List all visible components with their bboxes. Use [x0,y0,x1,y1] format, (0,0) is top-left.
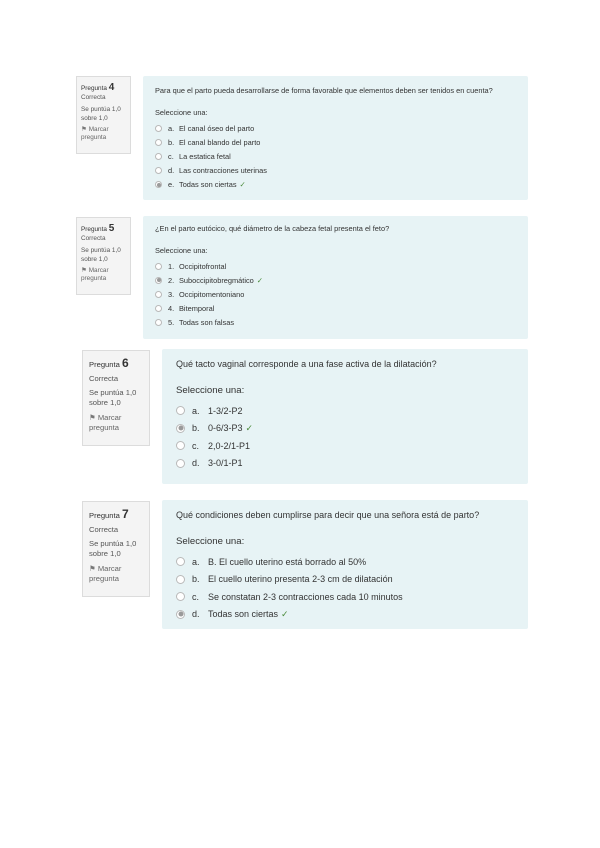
answer-radio[interactable] [155,153,162,160]
question-content [162,500,528,629]
answer-radio[interactable] [176,441,185,450]
answer-letter: a. [192,405,200,416]
answer-text: 0-6/3-P3 [208,423,243,434]
answer-radio[interactable] [155,181,162,188]
answer-radio[interactable] [176,575,185,584]
answer-radio[interactable] [155,125,162,132]
answer-radio[interactable] [155,263,162,270]
flag-icon: ⚑ [81,266,87,274]
question-info [82,501,150,597]
question-grade: Se puntúa 1,0 sobre 1,0 [89,388,137,408]
question-title [89,356,129,370]
flag-question-link[interactable] [89,564,143,584]
question-title [81,223,115,234]
answer-list [155,259,516,330]
answer-prompt: Seleccione una: [155,246,208,255]
answer-option[interactable] [176,588,514,606]
question-label: Pregunta [81,226,107,233]
check-icon: ✓ [239,180,246,190]
question-grade: Se puntúa 1,0 sobre 1,0 [89,539,137,559]
answer-radio[interactable] [155,291,162,298]
question-title [81,82,115,93]
answer-list [176,402,514,472]
flag-question-link[interactable] [81,126,126,143]
flag-icon: ⚑ [81,125,87,133]
question-label: Pregunta [89,511,120,520]
answer-option[interactable] [155,287,516,301]
answer-prompt: Seleccione una: [176,385,245,396]
question-text: Qué condiciones deben cumplirse para decir que una señora está de parto? [176,510,480,520]
question-grade: Se puntúa 1,0 sobre 1,0 [81,247,121,263]
answer-radio[interactable] [155,305,162,312]
question-state: Correcta [81,94,106,101]
answer-option[interactable] [176,437,514,455]
answer-text: El cuello uterino presenta 2-3 cm de dilatación [208,574,393,585]
answer-option[interactable] [155,259,516,273]
answer-text: 2,0-2/1-P1 [208,440,251,451]
answer-letter: a. [168,123,175,133]
question-text: ¿En el parto eutócico, qué diámetro de la cabeza fetal presenta el feto? [155,224,390,233]
answer-text: Se constatan 2-3 contracciones cada 10 minutos [208,591,403,602]
answer-radio[interactable] [176,610,185,619]
check-icon: ✓ [281,608,289,619]
answer-option[interactable] [176,571,514,589]
answer-option[interactable] [155,178,516,192]
answer-letter: b. [192,423,200,434]
answer-option[interactable] [176,553,514,571]
answer-text: Todas son ciertas [208,609,279,620]
answer-letter: 2. [168,275,175,285]
flag-icon: ⚑ [89,413,96,423]
question-state: Correcta [81,235,106,242]
answer-letter: 5. [168,318,175,328]
answer-text: El canal óseo del parto [179,123,255,133]
answer-radio[interactable] [155,167,162,174]
flag-question-link[interactable] [89,413,143,433]
flag-label: Marcar pregunta [81,125,109,142]
answer-text: Las contracciones uterinas [179,166,267,176]
question-number: 5 [108,223,115,234]
answer-text: Todas son falsas [179,318,235,328]
question-label: Pregunta [81,85,107,92]
question-number: 6 [121,356,129,370]
answer-option[interactable] [155,302,516,316]
answer-radio[interactable] [155,139,162,146]
answer-prompt: Seleccione una: [155,108,208,117]
answer-text: La estatica fetal [179,151,231,161]
question-text: Qué tacto vaginal corresponde a una fase activa de la dilatación? [176,359,437,369]
flag-label: Marcar pregunta [81,266,109,283]
flag-question-link[interactable] [81,267,126,284]
answer-radio[interactable] [155,277,162,284]
answer-option[interactable] [155,135,516,149]
question-content [162,349,528,484]
answer-letter: 1. [168,261,175,271]
question-state: Correcta [89,524,119,534]
answer-radio[interactable] [176,424,185,433]
answer-radio[interactable] [176,406,185,415]
answer-letter: d. [192,458,200,469]
answer-letter: c. [192,440,200,451]
answer-letter: e. [168,180,175,190]
answer-list [155,121,516,192]
answer-radio[interactable] [176,459,185,468]
answer-letter: b. [192,574,200,585]
answer-option[interactable] [155,164,516,178]
question-number: 4 [108,82,115,93]
question-info [76,217,131,295]
answer-option[interactable] [155,316,516,330]
question-info [76,76,131,154]
flag-label: Marcar pregunta [89,413,122,433]
question-label: Pregunta [89,360,120,369]
answer-radio[interactable] [155,319,162,326]
answer-radio[interactable] [176,557,185,566]
question-content [143,76,528,200]
answer-text: B. El cuello uterino está borrado al 50% [208,556,367,567]
answer-list [176,553,514,623]
answer-option[interactable] [176,402,514,420]
answer-text: Suboccipitobregmático [179,275,254,285]
flag-icon: ⚑ [89,564,96,574]
answer-radio[interactable] [176,592,185,601]
answer-letter: d. [168,166,175,176]
question-state: Correcta [89,373,119,383]
answer-option[interactable] [155,121,516,135]
answer-letter: a. [192,556,200,567]
answer-letter: c. [192,591,200,602]
question-info [82,350,150,446]
answer-letter: 3. [168,289,175,299]
question-content [143,216,528,339]
answer-option[interactable] [155,149,516,163]
question-grade: Se puntúa 1,0 sobre 1,0 [81,106,121,122]
flag-label: Marcar pregunta [89,564,122,584]
question-number: 7 [121,507,129,521]
answer-option[interactable] [176,420,514,438]
answer-text: 1-3/2-P2 [208,405,243,416]
answer-text: Occipitofrontal [179,261,227,271]
answer-text: El canal blando del parto [179,137,261,147]
answer-text: Occipitomentoniano [179,289,245,299]
answer-option[interactable] [176,606,514,624]
answer-letter: 4. [168,304,175,314]
answer-option[interactable] [176,455,514,473]
question-text: Para que el parto pueda desarrollarse de forma favorable que elementos deben ser tenidos en cuenta? [155,86,493,95]
check-icon: ✓ [256,275,263,285]
answer-letter: c. [168,151,174,161]
answer-letter: d. [192,609,200,620]
answer-text: Bitemporal [179,304,215,314]
answer-option[interactable] [155,273,516,287]
question-title [89,507,129,521]
answer-text: Todas son ciertas [179,180,237,190]
answer-letter: b. [168,137,175,147]
check-icon: ✓ [245,422,254,433]
answer-prompt: Seleccione una: [176,536,245,547]
answer-text: 3-0/1-P1 [208,458,243,469]
